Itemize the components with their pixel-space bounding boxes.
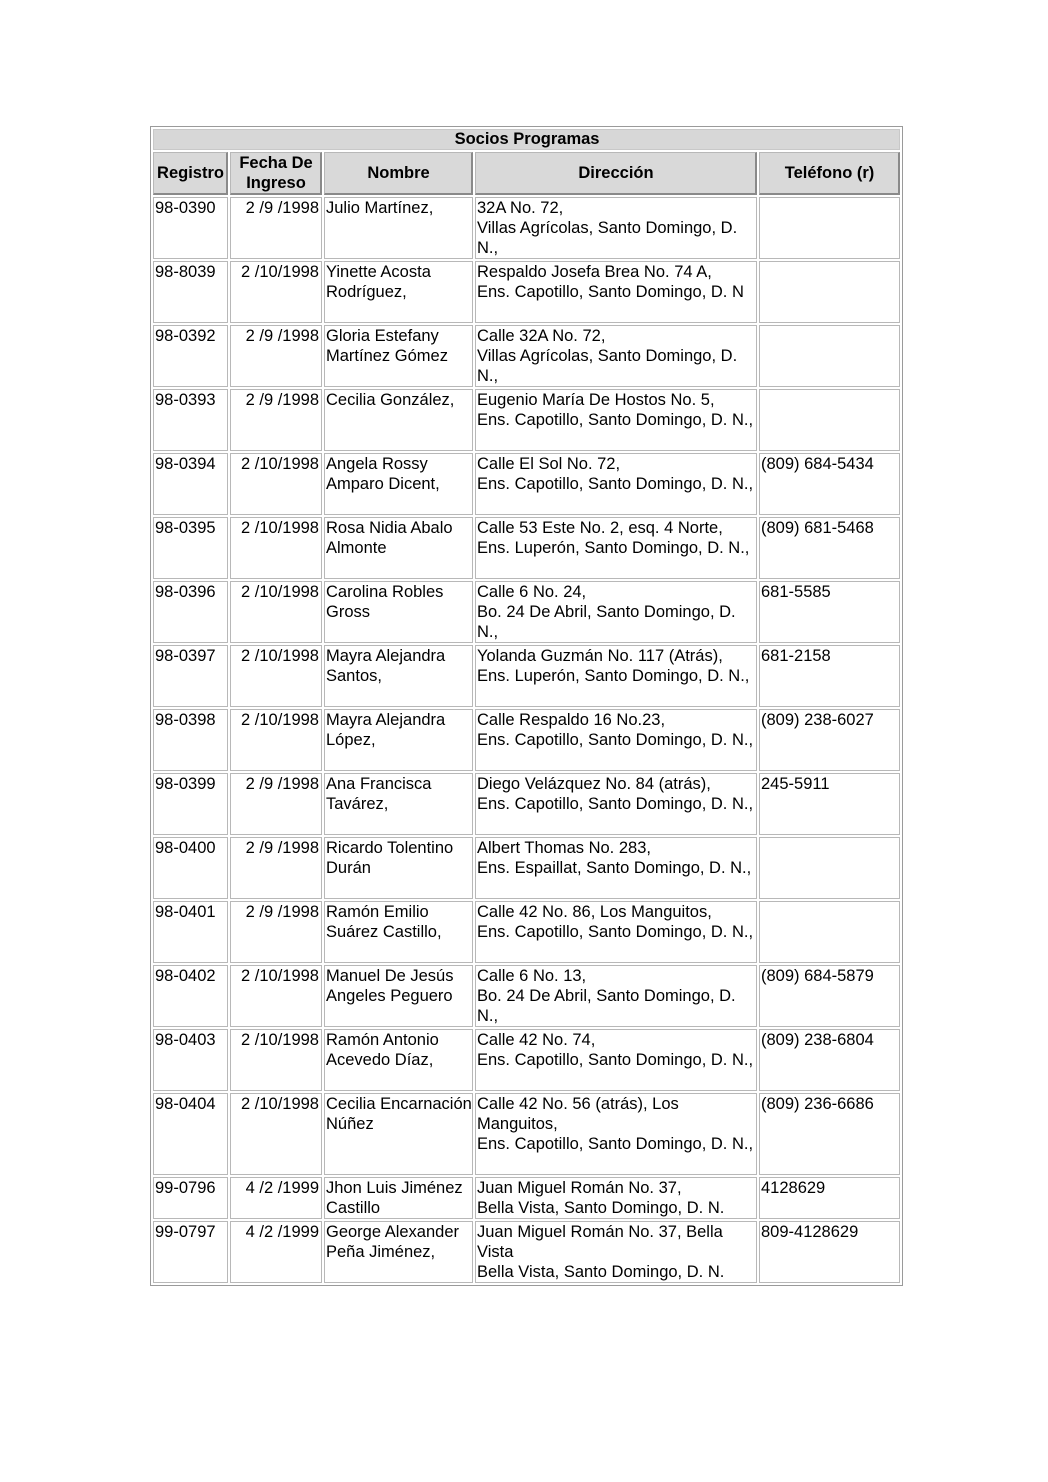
cell-direccion: Yolanda Guzmán No. 117 (Atrás), Ens. Luperón, Santo Domingo, D. N., — [475, 645, 757, 707]
cell-nombre: Mayra Alejandra López, — [324, 709, 473, 771]
cell-fecha: 4 /2 /1999 — [230, 1177, 322, 1219]
cell-registro: 98-0395 — [153, 517, 228, 579]
cell-direccion: Calle 6 No. 24, Bo. 24 De Abril, Santo Domingo, D. N., — [475, 581, 757, 643]
table-row — [153, 581, 900, 643]
table-row — [153, 709, 900, 771]
header-nombre: Nombre — [324, 152, 473, 195]
table-row — [153, 901, 900, 963]
cell-telefono: (809) 238-6027 — [759, 709, 900, 771]
cell-nombre: Jhon Luis Jiménez Castillo — [324, 1177, 473, 1219]
cell-fecha: 2 /9 /1998 — [230, 197, 322, 259]
cell-fecha: 2 /9 /1998 — [230, 325, 322, 387]
header-fecha: Fecha De Ingreso — [230, 152, 322, 195]
cell-telefono: 681-2158 — [759, 645, 900, 707]
cell-nombre: Rosa Nidia Abalo Almonte — [324, 517, 473, 579]
header-telefono: Teléfono (r) — [759, 152, 900, 195]
cell-registro: 99-0796 — [153, 1177, 228, 1219]
cell-direccion: Calle 42 No. 74, Ens. Capotillo, Santo Domingo, D. N., — [475, 1029, 757, 1091]
cell-registro: 98-0390 — [153, 197, 228, 259]
cell-telefono — [759, 389, 900, 451]
cell-fecha: 2 /10/1998 — [230, 1093, 322, 1175]
table-row — [153, 325, 900, 387]
cell-fecha: 2 /10/1998 — [230, 1029, 322, 1091]
cell-nombre: Angela Rossy Amparo Dicent, — [324, 453, 473, 515]
cell-direccion: 32A No. 72, Villas Agrícolas, Santo Domingo, D. N., — [475, 197, 757, 259]
cell-fecha: 2 /9 /1998 — [230, 901, 322, 963]
cell-direccion: Calle 32A No. 72, Villas Agrícolas, Santo Domingo, D. N., — [475, 325, 757, 387]
cell-fecha: 2 /9 /1998 — [230, 837, 322, 899]
cell-direccion: Calle 6 No. 13, Bo. 24 De Abril, Santo Domingo, D. N., — [475, 965, 757, 1027]
cell-telefono — [759, 837, 900, 899]
cell-telefono: (809) 681-5468 — [759, 517, 900, 579]
cell-registro: 98-0396 — [153, 581, 228, 643]
cell-direccion: Albert Thomas No. 283, Ens. Espaillat, Santo Domingo, D. N., — [475, 837, 757, 899]
cell-direccion: Eugenio María De Hostos No. 5, Ens. Capotillo, Santo Domingo, D. N., — [475, 389, 757, 451]
table-row — [153, 389, 900, 451]
cell-direccion: Calle 42 No. 56 (atrás), Los Manguitos, Ens. Capotillo, Santo Domingo, D. N., — [475, 1093, 757, 1175]
cell-telefono: 245-5911 — [759, 773, 900, 835]
cell-fecha: 2 /10/1998 — [230, 965, 322, 1027]
cell-registro: 98-0392 — [153, 325, 228, 387]
cell-telefono — [759, 261, 900, 323]
header-registro: Registro — [153, 152, 228, 195]
cell-telefono: (809) 684-5434 — [759, 453, 900, 515]
cell-nombre: Cecilia González, — [324, 389, 473, 451]
cell-nombre: Manuel De Jesús Angeles Peguero — [324, 965, 473, 1027]
cell-direccion: Juan Miguel Román No. 37, Bella Vista, Santo Domingo, D. N. — [475, 1177, 757, 1219]
table-row — [153, 837, 900, 899]
table-row — [153, 1177, 900, 1219]
table-body — [153, 197, 900, 1283]
cell-fecha: 2 /10/1998 — [230, 645, 322, 707]
cell-nombre: Ramón Emilio Suárez Castillo, — [324, 901, 473, 963]
cell-registro: 98-0401 — [153, 901, 228, 963]
cell-telefono — [759, 197, 900, 259]
cell-nombre: Ramón Antonio Acevedo Díaz, — [324, 1029, 473, 1091]
cell-fecha: 2 /10/1998 — [230, 453, 322, 515]
cell-telefono: (809) 238-6804 — [759, 1029, 900, 1091]
socios-table — [150, 126, 903, 1286]
cell-fecha: 2 /10/1998 — [230, 261, 322, 323]
cell-registro: 98-0393 — [153, 389, 228, 451]
cell-direccion: Juan Miguel Román No. 37, Bella Vista Bella Vista, Santo Domingo, D. N. — [475, 1221, 757, 1283]
cell-direccion: Calle 42 No. 86, Los Manguitos, Ens. Capotillo, Santo Domingo, D. N., — [475, 901, 757, 963]
cell-nombre: Gloria Estefany Martínez Gómez — [324, 325, 473, 387]
table-row — [153, 1221, 900, 1283]
cell-registro: 98-0402 — [153, 965, 228, 1027]
cell-nombre: Julio Martínez, — [324, 197, 473, 259]
header-direccion: Dirección — [475, 152, 757, 195]
cell-telefono: (809) 684-5879 — [759, 965, 900, 1027]
cell-telefono: 681-5585 — [759, 581, 900, 643]
cell-direccion: Respaldo Josefa Brea No. 74 A, Ens. Capotillo, Santo Domingo, D. N — [475, 261, 757, 323]
cell-registro: 98-0400 — [153, 837, 228, 899]
cell-fecha: 2 /9 /1998 — [230, 389, 322, 451]
cell-registro: 98-0399 — [153, 773, 228, 835]
table-row — [153, 965, 900, 1027]
cell-nombre: George Alexander Peña Jiménez, — [324, 1221, 473, 1283]
cell-nombre: Ana Francisca Tavárez, — [324, 773, 473, 835]
cell-nombre: Yinette Acosta Rodríguez, — [324, 261, 473, 323]
cell-fecha: 2 /10/1998 — [230, 709, 322, 771]
cell-telefono: (809) 236-6686 — [759, 1093, 900, 1175]
table-row — [153, 261, 900, 323]
cell-direccion: Calle 53 Este No. 2, esq. 4 Norte, Ens. Luperón, Santo Domingo, D. N., — [475, 517, 757, 579]
table-row — [153, 1093, 900, 1175]
cell-registro: 98-0403 — [153, 1029, 228, 1091]
cell-telefono: 4128629 — [759, 1177, 900, 1219]
cell-telefono: 809-4128629 — [759, 1221, 900, 1283]
cell-telefono — [759, 325, 900, 387]
cell-nombre: Carolina Robles Gross — [324, 581, 473, 643]
table-row — [153, 1029, 900, 1091]
cell-telefono — [759, 901, 900, 963]
cell-direccion: Diego Velázquez No. 84 (atrás), Ens. Capotillo, Santo Domingo, D. N., — [475, 773, 757, 835]
cell-registro: 98-0404 — [153, 1093, 228, 1175]
cell-nombre: Cecilia Encarnación Núñez — [324, 1093, 473, 1175]
cell-registro: 98-0398 — [153, 709, 228, 771]
cell-nombre: Mayra Alejandra Santos, — [324, 645, 473, 707]
table-row — [153, 453, 900, 515]
table-row — [153, 773, 900, 835]
table-row — [153, 645, 900, 707]
cell-nombre: Ricardo Tolentino Durán — [324, 837, 473, 899]
cell-fecha: 2 /10/1998 — [230, 517, 322, 579]
document-page — [150, 126, 899, 1286]
cell-registro: 98-8039 — [153, 261, 228, 323]
table-title: Socios Programas — [153, 129, 900, 150]
table-row — [153, 517, 900, 579]
cell-registro: 98-0394 — [153, 453, 228, 515]
cell-fecha: 4 /2 /1999 — [230, 1221, 322, 1283]
cell-registro: 98-0397 — [153, 645, 228, 707]
cell-direccion: Calle El Sol No. 72, Ens. Capotillo, Santo Domingo, D. N., — [475, 453, 757, 515]
cell-fecha: 2 /9 /1998 — [230, 773, 322, 835]
cell-direccion: Calle Respaldo 16 No.23, Ens. Capotillo, Santo Domingo, D. N., — [475, 709, 757, 771]
cell-registro: 99-0797 — [153, 1221, 228, 1283]
cell-fecha: 2 /10/1998 — [230, 581, 322, 643]
table-row — [153, 197, 900, 259]
